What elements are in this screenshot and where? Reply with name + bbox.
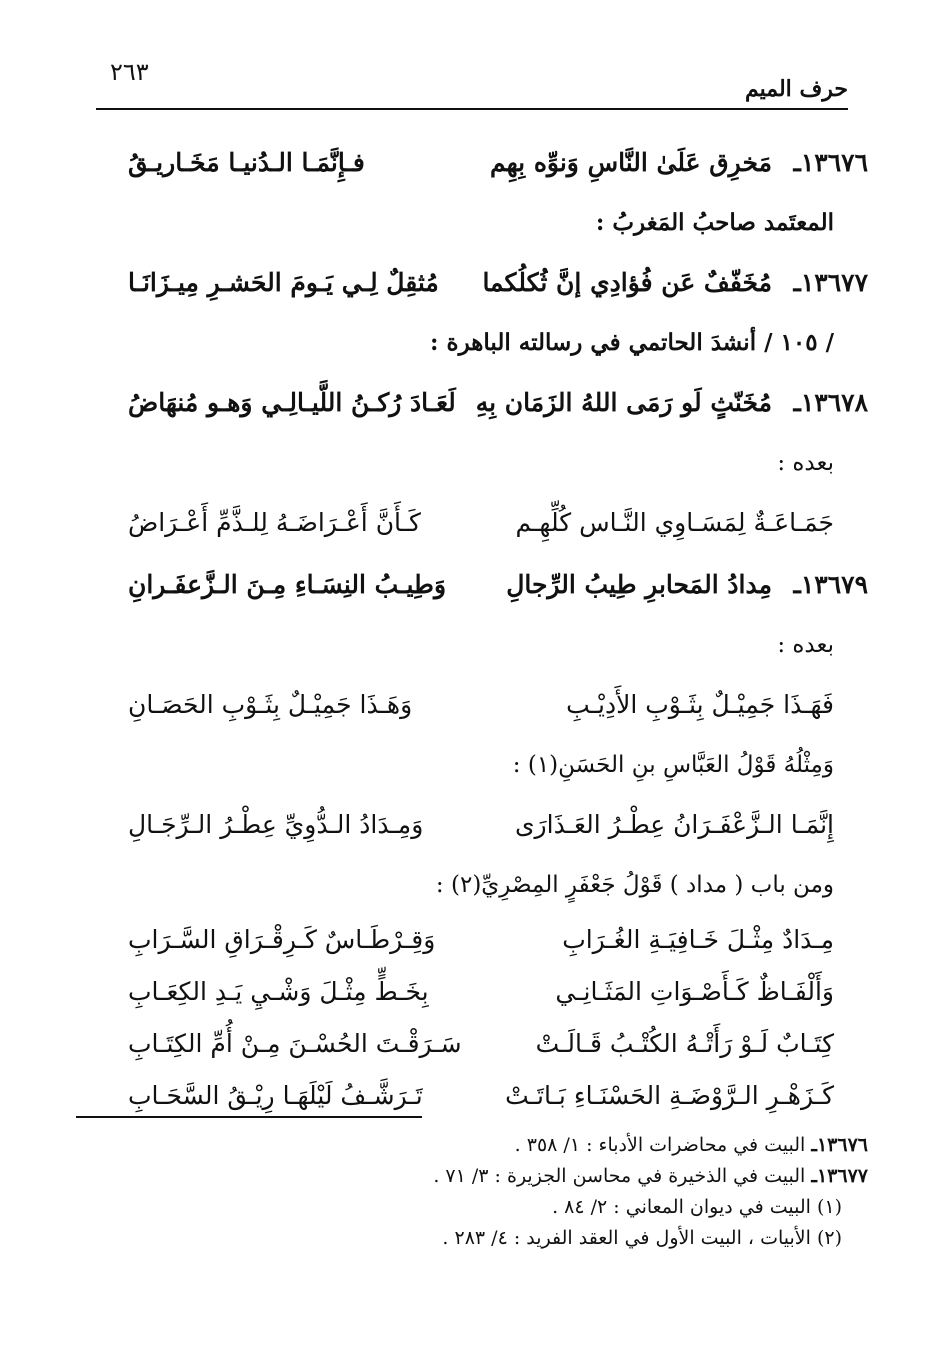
attribution-line: / ١٠٥ / أنشدَ الحاتمي في رسالته الباهرة :: [430, 329, 834, 356]
footnote-marker: ١٣٦٧٧ـ: [811, 1165, 868, 1187]
verse-second-hemistich: تَـرَشَّـفُ لَيْلَهَـا رِيْـقُ السَّحَـابِ: [128, 1081, 423, 1110]
verse-first-hemistich: جَمَـاعَـةٌ لِمَسَـاوِي النَّـاس كُلِّهِـم: [515, 508, 834, 537]
footnote: [128, 1161, 868, 1192]
verse-line: [128, 492, 868, 554]
verse-number: ١٣٦٧٦ـ: [793, 148, 868, 177]
footnote-marker: (١): [816, 1196, 842, 1218]
verse-line: [128, 1070, 868, 1122]
verse-first-hemistich: وَأَلْفَـاظٌ كَـأَصْـوَاتِ المَثَـانِـي: [555, 977, 834, 1006]
verse-second-hemistich: مُثقِلٌ لِـي يَـومَ الحَشـرِ مِيـزَانَـا: [128, 268, 439, 297]
verse-13679: [128, 554, 868, 616]
verse-second-hemistich: وَقِـرْطَـاسٌ كَـرِقْـرَاقِ السَّـرَابِ: [128, 925, 436, 954]
footnote-divider: [76, 1116, 422, 1118]
note-line: بعده :: [777, 450, 834, 476]
attribution-line: المعتَمد صاحبُ المَغربُ :: [595, 209, 834, 236]
verse-second-hemistich: وَمِـدَادُ الـدُّوِيِّ عِطْـرُ الـرِّجَـالِ: [128, 810, 424, 839]
verse-first-hemistich: فَهَـذَا جَمِيْـلٌ بِثَـوْبِ الأَدِيْـبِ: [566, 690, 834, 719]
verse-13678: [128, 372, 868, 434]
note-line: بعده :: [777, 632, 834, 658]
verse-second-hemistich: وَهَـذَا جَمِيْـلٌ بِثَـوْبِ الحَصَـانِ: [128, 690, 413, 719]
verse-second-hemistich: سَـرَقْـتَ الحُسْـنَ مِـنْ أُمِّ الكِتَـابِ: [128, 1029, 462, 1058]
footnote-text: الأبيات ، البيت الأول في العقد الفريد : ٤/ ٢٨٣ .: [442, 1227, 811, 1249]
footnote: [128, 1192, 868, 1223]
verse-line: [128, 674, 868, 736]
footnote: [128, 1223, 868, 1254]
verse-first-hemistich: كَـزَهْـرِ الـرَّوْضَـةِ الحَسْنَـاءِ بَـاتَـتْ: [505, 1081, 834, 1110]
verse-number: ١٣٦٧٨ـ: [793, 388, 868, 417]
header-divider: [96, 108, 848, 110]
footnote-text: البيت في الذخيرة في محاسن الجزيرة : ٣/ ٧١ .: [433, 1165, 806, 1187]
verse-first-hemistich: مُخَنّثٍ لَو رَمَى اللهُ الزَمَان بِهِ: [475, 388, 772, 417]
verse-line: [128, 1018, 868, 1070]
note-line: وَمِثْلُهُ قَوْلُ العَبَّاسِ بنِ الحَسَنِ(١) :: [512, 752, 834, 778]
footnotes: [128, 1130, 868, 1254]
verse-second-hemistich: لَعَـادَ رُكـنُ اللَّيـالِـي وَهـو مُنهَاضُ: [128, 388, 456, 417]
verse-first-hemistich: كِتَـابٌ لَـوْ رَأَتْـهُ الكُتْـبُ قَـالَـتْ: [535, 1029, 834, 1058]
footnote-marker: ١٣٦٧٦ـ: [811, 1134, 868, 1156]
verse-first-hemistich: مِـدَادٌ مِثْـلَ خَـافِيَـةِ الغُـرَابِ: [562, 925, 834, 954]
verse-13676: [128, 132, 868, 194]
verse-line: [128, 966, 868, 1018]
main-text: [128, 132, 868, 1122]
footnote-text: البيت في محاضرات الأدباء : ١/ ٣٥٨ .: [514, 1134, 806, 1156]
verse-number: ١٣٦٧٧ـ: [793, 268, 868, 297]
verse-number: ١٣٦٧٩ـ: [793, 570, 868, 599]
chapter-title: حرف الميم: [744, 76, 848, 102]
verse-first-hemistich: مَخرِق عَلَىٰ النَّاسِ وَنوِّه بِهِم: [490, 148, 772, 177]
verse-line: [128, 794, 868, 856]
footnote: [128, 1130, 868, 1161]
verse-13677: [128, 252, 868, 314]
verse-second-hemistich: وَطِيـبُ النِسَـاءِ مِـنَ الـزَّعفَـرانِ: [128, 570, 447, 599]
verse-second-hemistich: فـإِنَّمَـا الـدُنيـا مَخَـاريـقُ: [128, 148, 365, 177]
verse-line: [128, 914, 868, 966]
verse-first-hemistich: مُخَفّفٌ عَن فُؤادِي إنَّ ثُكلُكما: [482, 268, 772, 297]
verse-first-hemistich: مِدادُ المَحابرِ طِيبُ الرِّجالِ: [506, 570, 772, 599]
page-header: [96, 48, 848, 108]
page-number: ٢٦٣: [110, 58, 149, 86]
verse-second-hemistich: كَـأَنَّ أَعْـرَاضَـهُ لِلـذَّمِّ أَعْـرَاضُ: [128, 508, 421, 537]
footnote-marker: (٢): [816, 1227, 842, 1249]
note-line: ومن باب ( مداد ) قَوْلُ جَعْفَرٍ المِصْرِيِّ(٢) :: [435, 872, 834, 898]
footnote-text: البيت في ديوان المعاني : ٢/ ٨٤ .: [552, 1196, 811, 1218]
verse-first-hemistich: إِنَّمَـا الـزَّعْفَـرَانُ عِطْـرُ العَـذَارَى: [514, 810, 834, 839]
verse-second-hemistich: بِخَـطٍّ مِثْـلَ وَشْـيِ يَـدِ الكِعَـابِ: [128, 977, 429, 1006]
